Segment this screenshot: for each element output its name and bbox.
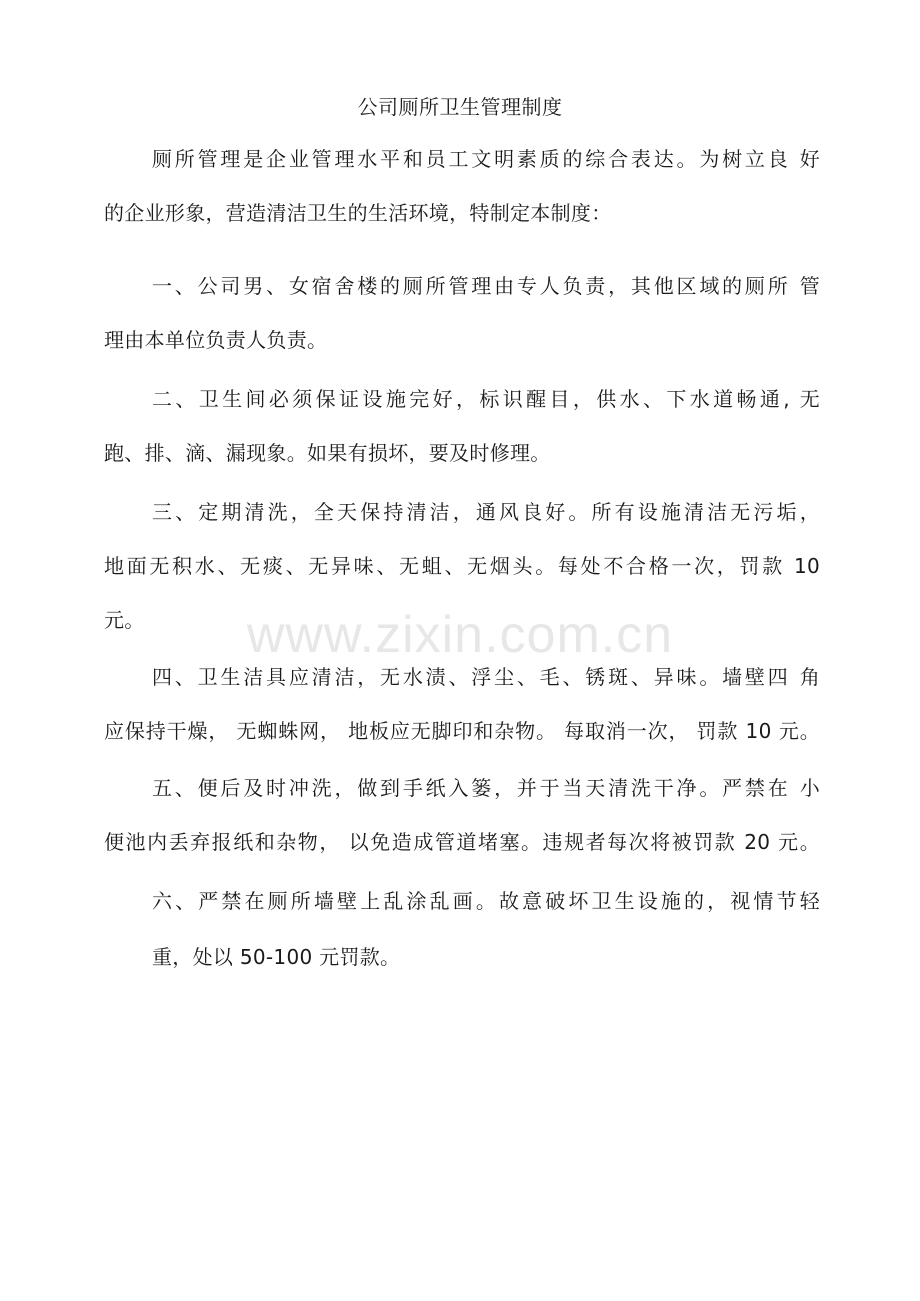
paragraph-line: 厕所管理是企业管理水平和员工文明素质的综合表达。为树立良 好: [152, 147, 820, 171]
paragraph-line: 重，处以 50-100 元罚款。: [152, 945, 401, 969]
paragraph-line: 一、公司男、女宿舍楼的厕所管理由专人负责，其他区域的厕所 管: [152, 274, 820, 298]
paragraph-clause-6: [104, 874, 820, 986]
paragraph-clause-2: [104, 372, 820, 480]
paragraph-clause-3: [104, 485, 820, 647]
paragraph-line: 三、定期清洗，全天保持清洁，通风良好。所有设施清洁无污垢，: [152, 500, 820, 524]
paragraph-line: 理由本单位负责人负责。: [104, 328, 328, 352]
paragraph-line: 应保持干燥， 无蜘蛛网， 地板应无脚印和杂物。 每取消一次， 罚款 10 元。: [104, 719, 820, 743]
paragraph-line: 便池内丢弃报纸和杂物， 以免造成管道堵塞。违规者每次将被罚款 20 元。: [104, 830, 820, 854]
document-title: 公司厕所卫生管理制度: [357, 95, 563, 119]
paragraph-line: 的企业形象，营造清洁卫生的生活环境，特制定本制度：: [104, 201, 612, 225]
paragraph-line: 二、卫生间必须保证设施完好，标识醒目，供水、下水道畅通, 无: [152, 387, 820, 411]
paragraph-line: 六、严禁在厕所墙壁上乱涂乱画。故意破坏卫生设施的，视情节轻: [152, 889, 820, 913]
paragraph-line: 跑、排、滴、漏现象。如果有损坏，要及时修理。: [104, 441, 551, 465]
watermark-text: www.zixin.com.cn: [246, 606, 674, 664]
paragraph-clause-5: [104, 761, 820, 869]
paragraph-clause-1: [104, 259, 820, 367]
paragraph-line: 元。: [104, 608, 145, 632]
paragraph-line: 四、卫生洁具应清洁，无水渍、浮尘、毛、锈斑、异味。墙壁四 角: [152, 665, 820, 689]
paragraph-intro: [104, 132, 820, 240]
paragraph-line: 地面无积水、无痰、无异味、无蛆、无烟头。每处不合格一次，罚款 10: [104, 554, 820, 578]
paragraph-line: 五、便后及时冲洗，做到手纸入篓，并于当天清洗干净。严禁在 小: [152, 776, 820, 800]
paragraph-clause-4: [104, 650, 820, 758]
